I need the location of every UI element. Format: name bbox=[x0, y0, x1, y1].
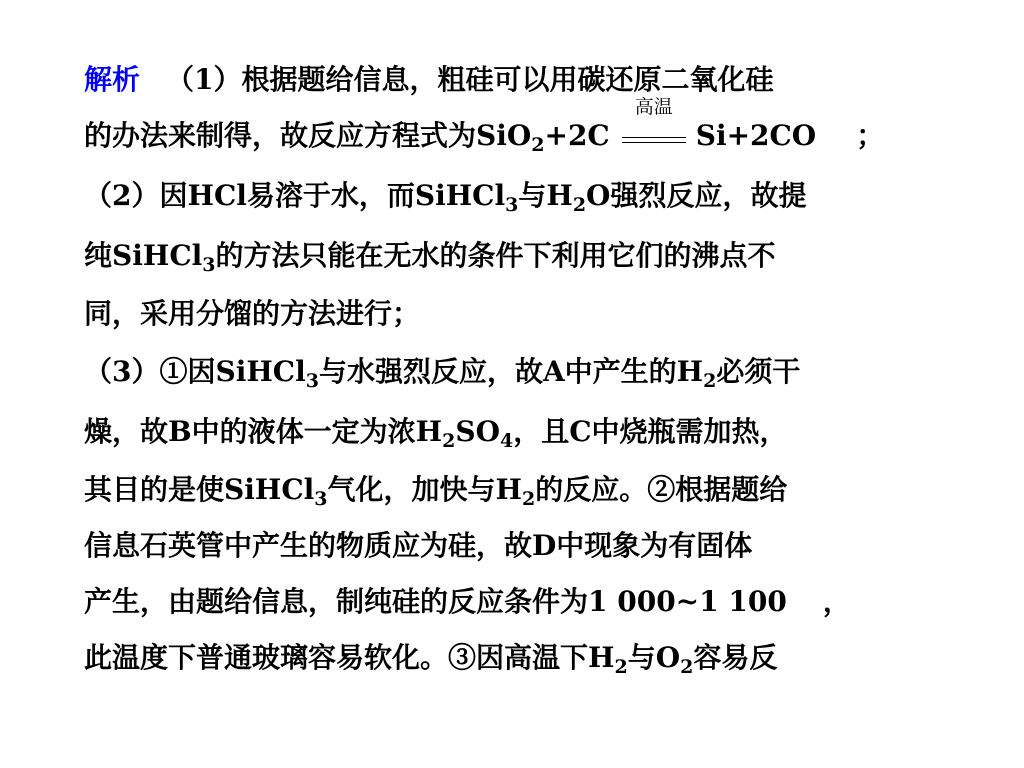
subscript: 3 bbox=[505, 194, 519, 216]
text-line-11 bbox=[84, 630, 777, 686]
line-6-text-c: 必须干 bbox=[716, 355, 801, 388]
reaction-condition bbox=[622, 95, 686, 153]
line-11-text-a: 此温度下普通玻璃容易软化。③因高温下H bbox=[84, 641, 615, 674]
line-8-text-c: 的反应。②根据题给 bbox=[535, 473, 788, 506]
line-9-text: 信息石英管中产生的物质应为硅，故D中现象为有固体 bbox=[84, 529, 753, 562]
subscript: 2 bbox=[521, 488, 536, 510]
line-2-text-a: 的办法来制得，故反应方程式为SiO bbox=[84, 119, 532, 152]
text-line-9 bbox=[84, 518, 752, 574]
double-line-equals bbox=[622, 137, 686, 143]
analysis-label: 解析 bbox=[84, 63, 141, 96]
line-4-text-a: 纯SiHCl bbox=[84, 239, 203, 272]
condition-text: 高温 bbox=[634, 95, 673, 118]
subscript: 2 bbox=[531, 134, 545, 156]
line-10-comma: ， bbox=[822, 585, 851, 618]
line-11-text-b: 与O bbox=[627, 641, 681, 674]
line-3-text-b: 与H bbox=[518, 179, 573, 212]
line-11-text-c: 容易反 bbox=[693, 641, 778, 674]
text-line-8 bbox=[84, 462, 787, 518]
line-5-text: 同，采用分馏的方法进行； bbox=[84, 297, 421, 330]
subscript: 3 bbox=[314, 488, 328, 510]
subscript: 2 bbox=[572, 194, 587, 216]
line-1-text: （1）根据题给信息，粗硅可以用碳还原二氧化硅 bbox=[166, 63, 774, 96]
line-6-text-a: （3）①因SiHCl bbox=[84, 355, 306, 388]
subscript: 3 bbox=[202, 254, 216, 276]
line-3-text-a: （2）因HCl易溶于水，而SiHCl bbox=[84, 179, 506, 212]
line-3-text-c: O强烈反应，故提 bbox=[586, 179, 807, 212]
line-2-text-b: +2C bbox=[544, 119, 610, 152]
line-10-text-a: 产生，由题给信息，制纯硅的反应条件为1 000~1 100 bbox=[84, 585, 787, 618]
line-7-text-b: SO bbox=[455, 415, 500, 448]
text-line-2 bbox=[84, 95, 885, 164]
subscript: 4 bbox=[499, 430, 514, 452]
line-4-text-b: 的方法只能在无水的条件下利用它们的沸点不 bbox=[215, 239, 776, 272]
line-2-semicolon: ； bbox=[856, 119, 885, 152]
subscript: 3 bbox=[305, 370, 319, 392]
line-2-text-c: Si+2CO bbox=[695, 119, 817, 152]
subscript: 2 bbox=[703, 370, 717, 392]
text-line-7 bbox=[84, 404, 788, 460]
subscript: 2 bbox=[614, 656, 628, 678]
text-line-10 bbox=[84, 574, 851, 630]
text-line-4 bbox=[84, 228, 776, 284]
text-line-5 bbox=[84, 286, 420, 342]
subscript: 2 bbox=[442, 430, 456, 452]
line-6-text-b: 与水强烈反应，故A中产生的H bbox=[318, 355, 704, 388]
line-8-text-b: 气化，加快与H bbox=[327, 473, 522, 506]
subscript: 2 bbox=[680, 656, 694, 678]
line-7-text-c: ，且C中烧瓶需加热， bbox=[513, 415, 788, 448]
line-7-text-a: 燥，故B中的液体一定为浓H bbox=[84, 415, 443, 448]
text-line-6 bbox=[84, 344, 800, 400]
line-8-text-a: 其目的是使SiHCl bbox=[84, 473, 315, 506]
text-line-3 bbox=[84, 168, 806, 224]
